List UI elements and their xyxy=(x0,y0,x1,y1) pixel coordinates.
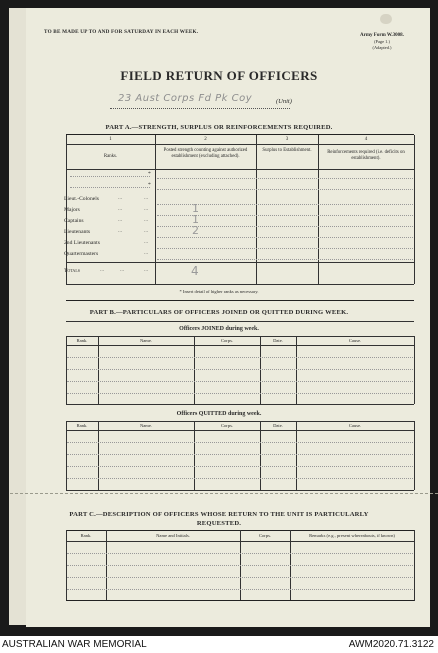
rank-row-lieut-colonels xyxy=(64,196,99,202)
page-title: FIELD RETURN OF OFFICERS xyxy=(120,68,318,83)
quitted-grid-line xyxy=(194,421,195,490)
quitted-grid-line xyxy=(414,421,415,490)
col-head-surplus: Surplus to Establishment. xyxy=(262,148,312,153)
rank-row-quartermasters xyxy=(64,251,98,257)
part-c-row-rule xyxy=(67,589,413,590)
header-instruction: TO BE MADE UP TO AND FOR SATURDAY IN EACH WEEK. xyxy=(44,29,199,35)
joined-head-rule xyxy=(66,345,414,346)
part-a-top-rule xyxy=(66,134,414,135)
posted-value-lieutenants: 2 xyxy=(192,224,199,237)
unit-label: (Unit) xyxy=(276,98,292,105)
joined-grid-line xyxy=(414,336,415,404)
part-b-top-rule xyxy=(66,300,414,301)
rank-dots: ... xyxy=(144,206,149,212)
footer-bar xyxy=(0,636,438,653)
col-head-posted: Posted strength counting against authorized establishment (excluding attached). xyxy=(163,148,248,159)
footer-accession-number: AWM2020.71.3122 xyxy=(348,639,434,650)
part-a-title: PART A.—STRENGTH, SURPLUS OR REINFORCEMENTS REQUIRED. xyxy=(105,124,333,131)
form-number: Army Form W.3008. xyxy=(360,33,404,38)
quitted-row-rule xyxy=(67,478,413,479)
totals-top-rule xyxy=(66,262,414,263)
rank-name: Captains xyxy=(64,218,84,224)
part-a-right-border xyxy=(414,135,415,284)
quitted-head-rule xyxy=(66,430,414,431)
col-number-1: 1 xyxy=(109,137,112,142)
part-c-col-name: Name and Initials. xyxy=(156,533,190,538)
rank-dots: ... xyxy=(118,217,123,223)
part-c-col-remarks: Remarks (e.g., present whereabouts, if known) xyxy=(309,533,395,538)
posted-value-captains: 1 xyxy=(192,213,199,226)
quitted-grid-line xyxy=(66,421,67,490)
joined-col-cause: Cause. xyxy=(348,338,362,343)
rank-name: Lieutenants xyxy=(64,229,91,235)
quitted-grid-line xyxy=(296,421,297,490)
part-c-row-rule xyxy=(67,553,413,554)
row-rule xyxy=(157,189,413,190)
rank-row-majors xyxy=(64,207,80,213)
col-head-reinforcements: Reinforcements required (i.e. deficits on establishment). xyxy=(327,150,405,161)
quitted-bottom-rule xyxy=(66,490,414,491)
rank-row-lieutenants xyxy=(64,229,90,235)
quitted-col-name: Name. xyxy=(139,423,153,428)
rank-dots: ... xyxy=(144,228,149,234)
rank-dots: ... xyxy=(118,206,123,212)
asterisk-mark-1: * xyxy=(148,171,151,177)
joined-col-date: Date. xyxy=(273,338,283,343)
part-b-title: PART B.—PARTICULARS OF OFFICERS JOINED OR QUITTED DURING WEEK. xyxy=(89,309,349,316)
part-b-title-rule xyxy=(66,321,414,322)
quitted-top-rule xyxy=(66,421,414,422)
quitted-grid-line xyxy=(98,421,99,490)
quitted-title: Officers QUITTED during week. xyxy=(176,411,262,417)
totals-value: 4 xyxy=(191,264,199,278)
col-number-4: 4 xyxy=(364,137,368,142)
joined-title: Officers JOINED during week. xyxy=(179,326,259,332)
rank-name: Lieut.-Colonels xyxy=(64,196,99,202)
rank-row-captains xyxy=(64,218,84,224)
part-c-row-rule xyxy=(67,565,413,566)
asterisk-mark-2: * xyxy=(148,182,151,188)
form-adapted: (Adapted.) xyxy=(372,45,392,50)
row-rule xyxy=(157,178,413,179)
joined-row-rule xyxy=(67,393,413,394)
row-rule xyxy=(157,259,413,260)
part-c-title-line1: PART C.—DESCRIPTION OF OFFICERS WHOSE RETURN TO THE UNIT IS PARTICULARLY xyxy=(69,511,369,518)
quitted-grid-line xyxy=(260,421,261,490)
rank-name: Quartermasters xyxy=(64,251,99,257)
joined-bottom-rule xyxy=(66,404,414,405)
footer-source: AUSTRALIAN WAR MEMORIAL xyxy=(2,639,147,650)
rank-dots: ... xyxy=(144,267,149,273)
rank-dots: ... xyxy=(144,239,149,245)
joined-top-rule xyxy=(66,336,414,337)
quitted-row-rule xyxy=(67,454,413,455)
rank-name: Majors xyxy=(64,207,80,213)
part-c-col-corps: Corps. xyxy=(258,533,272,538)
form-number-block xyxy=(352,33,412,51)
rank-dots: ... xyxy=(144,250,149,256)
part-c-grid-line xyxy=(414,530,415,601)
rank-dots: ... xyxy=(118,195,123,201)
rank-row-2nd-lieutenants xyxy=(64,240,100,246)
part-c-bottom-rule xyxy=(66,600,414,601)
quitted-row-rule xyxy=(67,442,413,443)
rank-name: 2nd Lieutenants xyxy=(64,240,100,246)
joined-col-rank: Rank. xyxy=(76,338,88,343)
part-c-title-line2: REQUESTED. xyxy=(196,520,242,527)
rank-dots: ... xyxy=(120,267,125,273)
totals-label: Totals xyxy=(64,268,80,274)
rank-dots: ... xyxy=(144,195,149,201)
perforation-line xyxy=(10,493,438,494)
col-head-rule xyxy=(66,169,414,170)
part-a-bottom-rule xyxy=(66,284,414,285)
row-rule xyxy=(157,237,413,238)
unit-handwritten: 23 Aust Corps Fd Pk Coy xyxy=(118,93,253,104)
part-c-row-rule xyxy=(67,577,413,578)
joined-row-rule xyxy=(67,381,413,382)
col-number-3: 3 xyxy=(285,137,289,142)
blank-rank-line-2 xyxy=(70,187,150,188)
blank-rank-line-1 xyxy=(70,176,150,177)
quitted-col-date: Date. xyxy=(273,423,283,428)
joined-col-name: Name. xyxy=(139,338,153,343)
joined-col-corps: Corps. xyxy=(220,338,234,343)
joined-row-rule xyxy=(67,369,413,370)
quitted-col-corps: Corps. xyxy=(220,423,234,428)
quitted-col-cause: Cause. xyxy=(348,423,362,428)
col-head-ranks: Ranks. xyxy=(103,154,118,159)
posted-value-majors: 1 xyxy=(192,202,199,215)
form-page: (Page 1.) xyxy=(374,39,390,44)
col-number-2: 2 xyxy=(204,137,207,142)
quitted-row-rule xyxy=(67,466,413,467)
row-rule xyxy=(157,248,413,249)
col-number-rule xyxy=(66,144,414,145)
rank-dots: ... xyxy=(118,228,123,234)
part-a-note: * Insert detail of higher ranks as necessary. xyxy=(179,289,259,294)
rank-dots: ... xyxy=(100,267,105,273)
joined-row-rule xyxy=(67,357,413,358)
part-c-col-rank: Rank. xyxy=(80,533,92,538)
rank-dots: ... xyxy=(144,217,149,223)
quitted-col-rank: Rank. xyxy=(76,423,88,428)
paper-stamp-mark xyxy=(380,14,392,24)
